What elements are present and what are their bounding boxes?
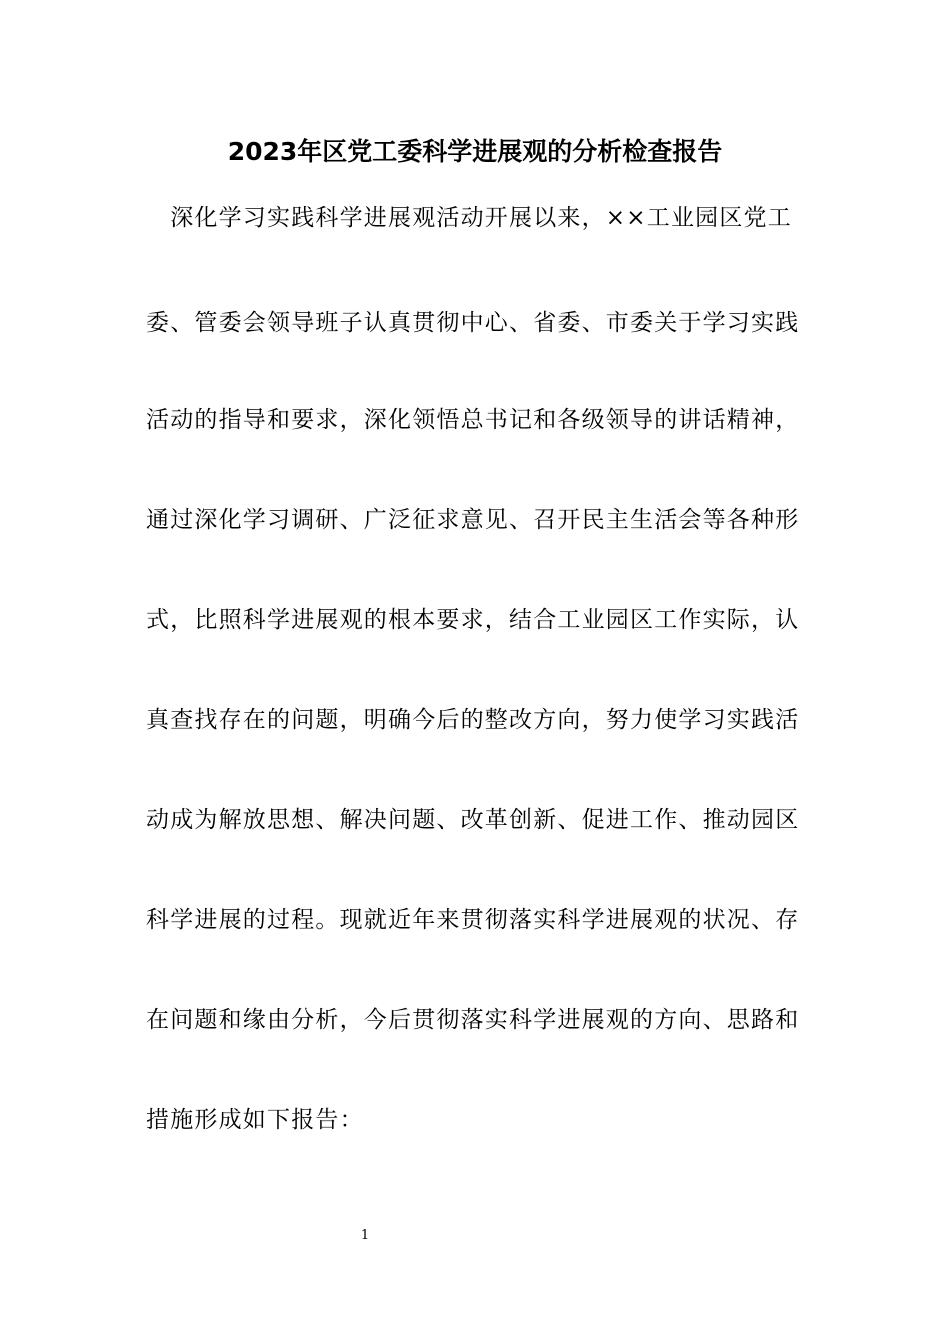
document-title: 2023年区党工委科学进展观的分析检查报告 — [227, 137, 723, 166]
body-line: 通过深化学习调研、广泛征求意见、召开民主生活会等各种形 — [146, 507, 800, 533]
page-number: 1 — [360, 1228, 370, 1243]
body-line: 动成为解放思想、解决问题、改革创新、促进工作、推动园区 — [146, 807, 800, 833]
body-line: 委、管委会领导班子认真贯彻中心、省委、市委关于学习实践 — [146, 310, 800, 336]
body-line: 式，比照科学进展观的根本要求，结合工业园区工作实际，认 — [146, 607, 800, 633]
body-line: 在问题和缘由分析，今后贯彻落实科学进展观的方向、思路和 — [146, 1007, 800, 1033]
body-line: 深化学习实践科学进展观活动开展以来，××工业园区党工 — [146, 205, 792, 231]
body-line: 活动的指导和要求，深化领悟总书记和各级领导的讲话精神， — [146, 407, 800, 433]
body-line: 真查找存在的问题，明确今后的整改方向，努力使学习实践活 — [146, 707, 800, 733]
body-line: 措施形成如下报告： — [146, 1107, 364, 1133]
body-line: 科学进展的过程。现就近年来贯彻落实科学进展观的状况、存 — [146, 907, 800, 933]
